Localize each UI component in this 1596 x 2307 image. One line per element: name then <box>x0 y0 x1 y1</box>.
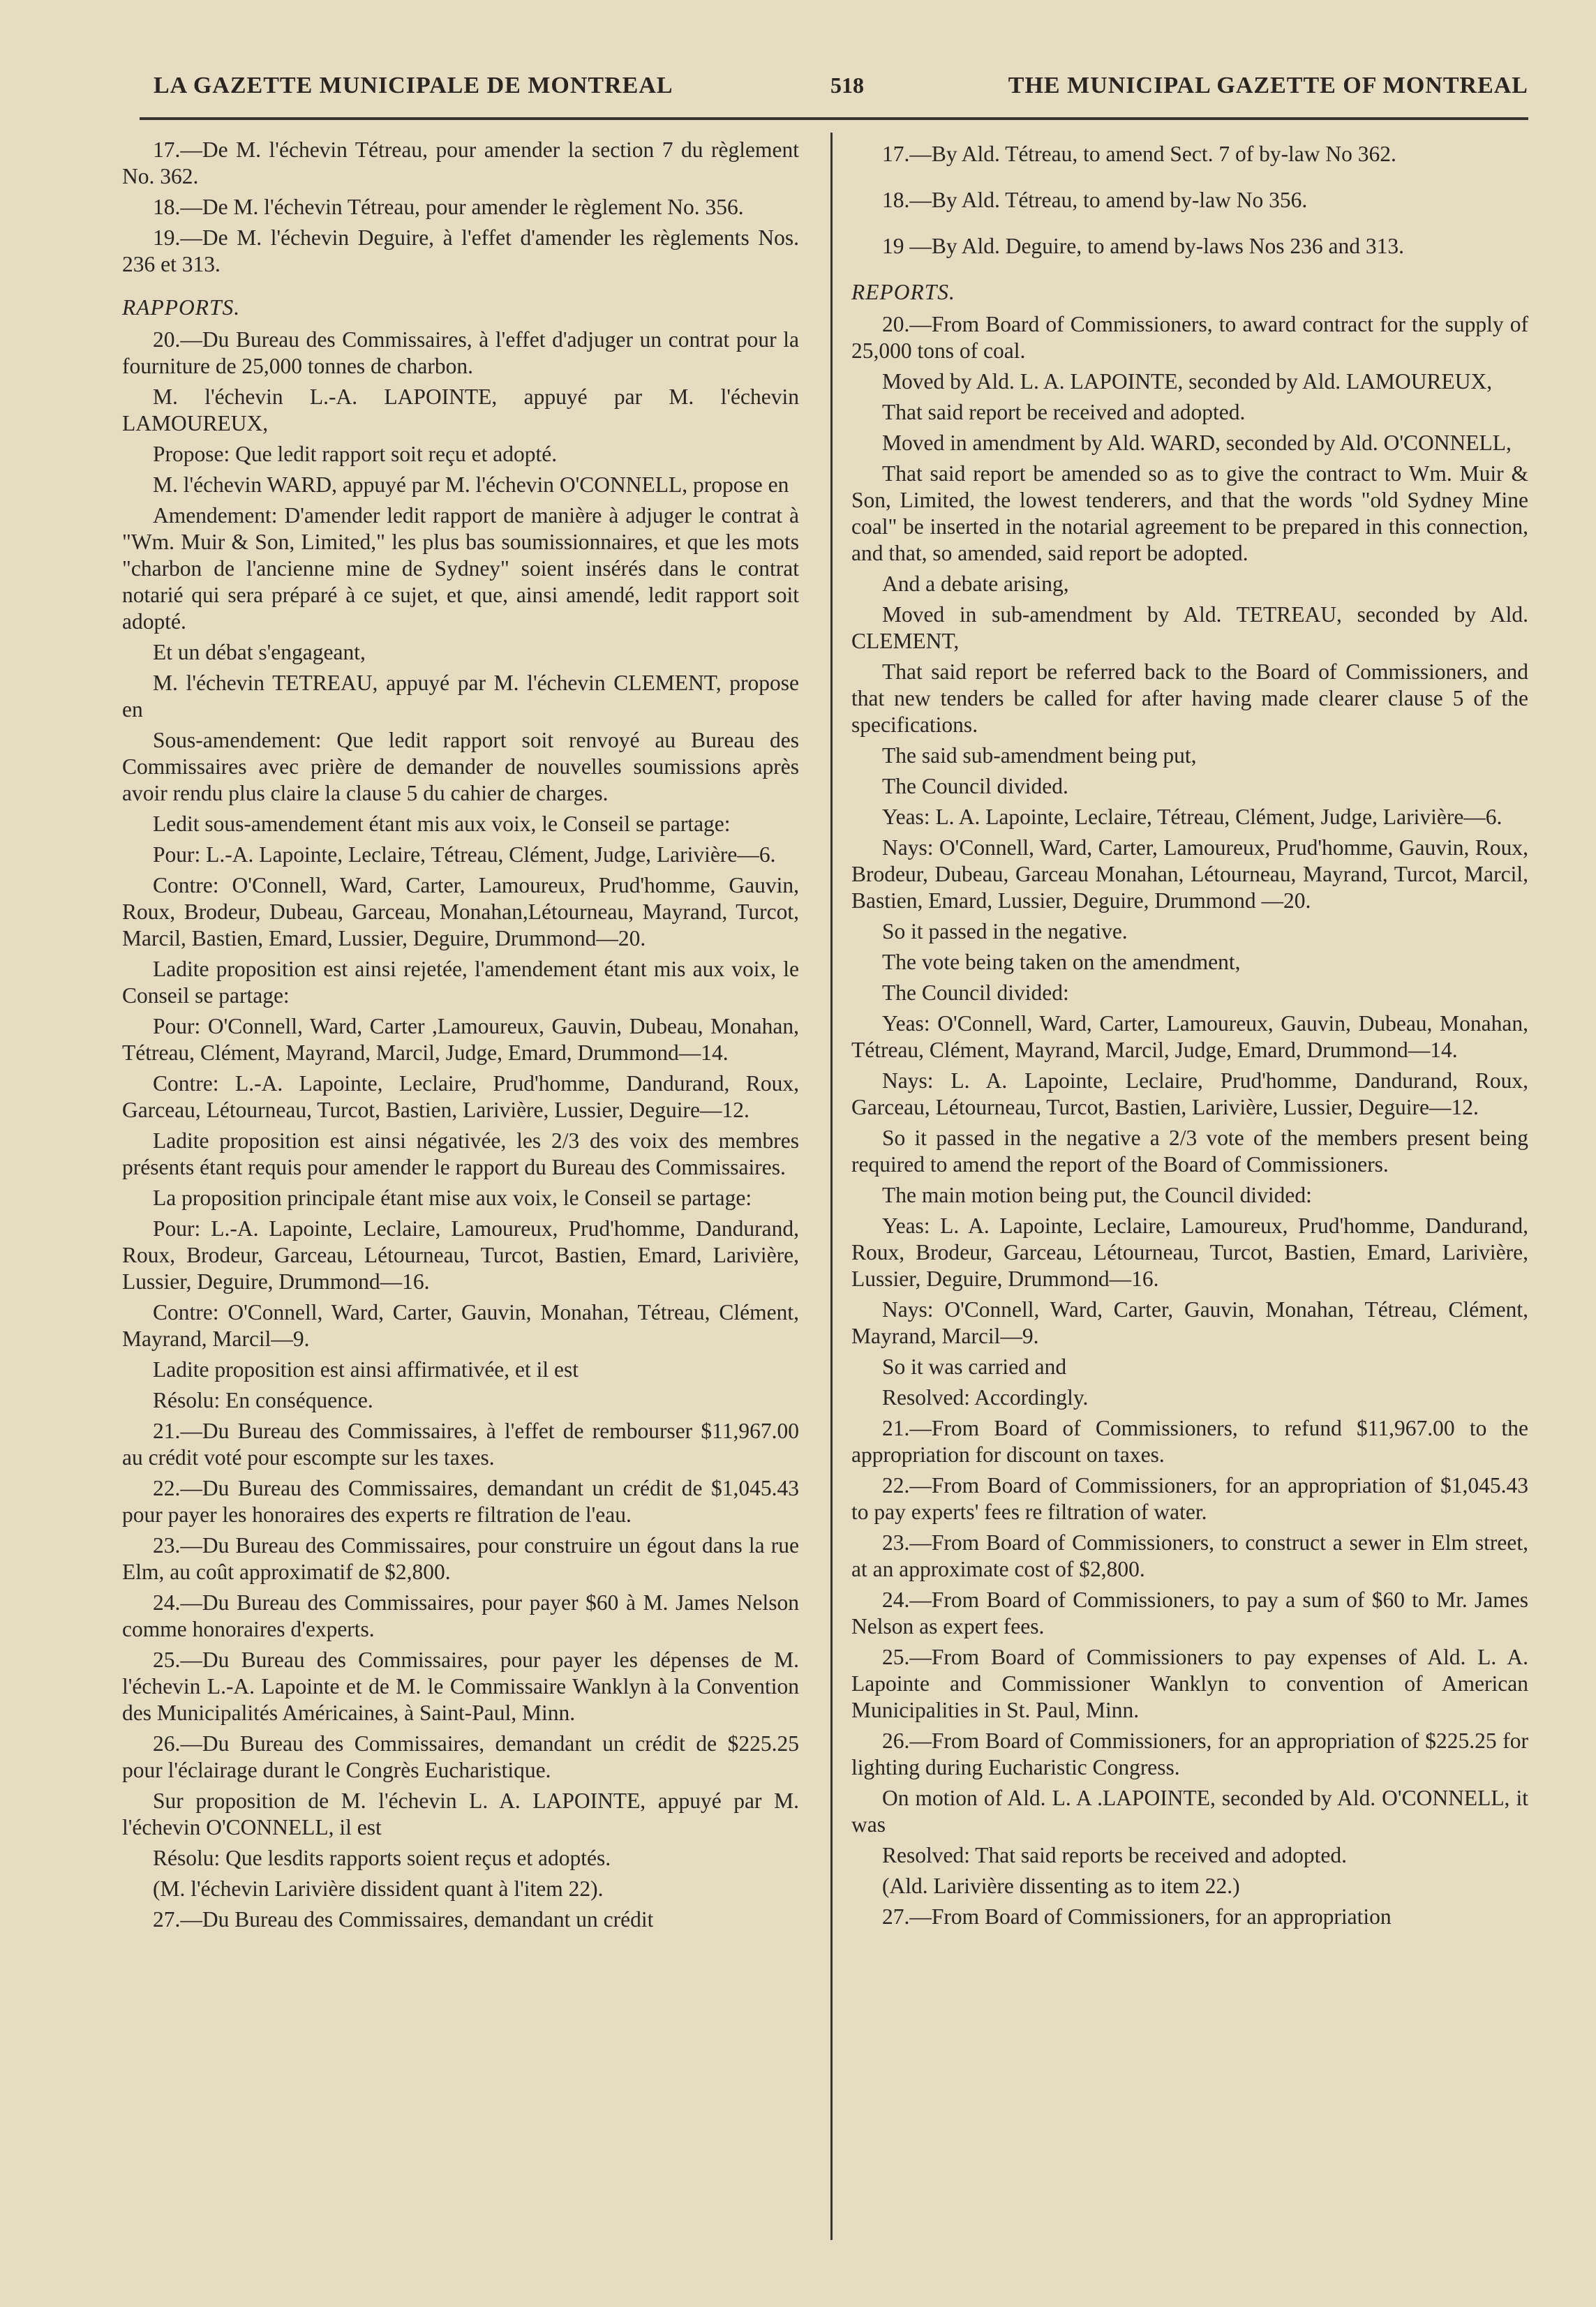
paragraph: Sur proposition de M. l'échevin L. A. LAPOINTE, appuyé par M. l'échevin O'CONNELL, il est <box>122 1789 799 1839</box>
paragraph: That said report be received and adopted. <box>882 400 1246 424</box>
paragraph: Pour: L.-A. Lapointe, Leclaire, Tétreau, Clément, Judge, Larivière—6. <box>153 842 776 867</box>
paragraph: Nays: L. A. Lapointe, Leclaire, Prud'homme, Dandurand, Roux, Garceau, Létourneau, Turcot, Bastien, Larivière, Lussier, Deguire—12. <box>851 1068 1528 1119</box>
paragraph: That said report be amended so as to give the contract to Wm. Muir & Son, Limited, the lowest tenderers, and that the words "old Sydney Mine coal" be inserted in the notarial agreement to be prepared in this connection, and that, so amended, said report be adopted. <box>851 461 1528 565</box>
paragraph: Contre: L.-A. Lapointe, Leclaire, Prud'homme, Dandurand, Roux, Garceau, Létourneau, Turcot, Bastien, Larivière, Lussier, Deguire—12. <box>122 1071 799 1122</box>
paragraph: 17.—By Ald. Tétreau, to amend Sect. 7 of by-law No 362. <box>882 142 1396 166</box>
paragraph: Moved in sub-amendment by Ald. TETREAU, seconded by Ald. CLEMENT, <box>851 602 1528 653</box>
paragraph: And a debate arising, <box>882 572 1069 596</box>
paragraph: That said report be referred back to the Board of Commissioners, and that new tenders be called for after having made clearer clause 5 of the specifications. <box>851 659 1528 737</box>
paragraph: 23.—From Board of Commissioners, to construct a sewer in Elm street, at an approximate cost of $2,800. <box>851 1530 1528 1581</box>
paragraph: M. l'échevin L.-A. LAPOINTE, appuyé par M. l'échevin LAMOUREUX, <box>122 384 799 435</box>
paragraph: 26.—From Board of Commissioners, for an appropriation of $225.25 for lighting during Eucharistic Congress. <box>851 1729 1528 1779</box>
paragraph: 24.—Du Bureau des Commissaires, pour payer $60 à M. James Nelson comme honoraires d'experts. <box>122 1590 799 1641</box>
paragraph: 21.—From Board of Commissioners, to refund $11,967.00 to the appropriation for discount on taxes. <box>851 1416 1528 1467</box>
paragraph: 22.—From Board of Commissioners, for an appropriation of $1,045.43 to pay experts' fees re filtration of water. <box>851 1473 1528 1524</box>
english-column <box>851 141 1528 1934</box>
page-header <box>140 68 1528 120</box>
paragraph: Résolu: Que lesdits rapports soient reçus et adoptés. <box>153 1846 611 1870</box>
section-heading: RAPPORTS. <box>122 295 241 320</box>
paragraph: 18.—De M. l'échevin Tétreau, pour amender le règlement No. 356. <box>153 195 744 219</box>
paragraph: Ladite proposition est ainsi rejetée, l'amendement étant mis aux voix, le Conseil se partage: <box>122 957 799 1008</box>
paragraph: (Ald. Larivière dissenting as to item 22.) <box>882 1874 1240 1898</box>
paragraph: So it was carried and <box>882 1354 1067 1379</box>
paragraph: 17.—De M. l'échevin Tétreau, pour amender la section 7 du règlement No. 362. <box>122 137 799 188</box>
paragraph: Pour: L.-A. Lapointe, Leclaire, Lamoureux, Prud'homme, Dandurand, Roux, Brodeur, Garceau, Létourneau, Turcot, Bastien, Emard, Larivière, Lussier, Deguire, Drummond—16. <box>122 1216 799 1294</box>
paragraph: 20.—Du Bureau des Commissaires, à l'effet d'adjuger un contrat pour la fourniture de 25,000 tonnes de charbon. <box>122 327 799 378</box>
paragraph: 25.—From Board of Commissioners to pay expenses of Ald. L. A. Lapointe and Commissioner Wanklyn to convention of American Municipalities in St. Paul, Minn. <box>851 1645 1528 1722</box>
paragraph: The Council divided. <box>882 774 1068 798</box>
paragraph: Contre: O'Connell, Ward, Carter, Gauvin, Monahan, Tétreau, Clément, Mayrand, Marcil—9. <box>122 1300 799 1351</box>
paragraph: Moved in amendment by Ald. WARD, seconded by Ald. O'CONNELL, <box>882 431 1512 455</box>
column-divider <box>830 133 833 2240</box>
paragraph: 19.—De M. l'échevin Deguire, à l'effet d'amender les règlements Nos. 236 et 313. <box>122 225 799 276</box>
paragraph: 20.—From Board of Commissioners, to award contract for the supply of 25,000 tons of coal. <box>851 312 1528 363</box>
paragraph: M. l'échevin TETREAU, appuyé par M. l'échevin CLEMENT, propose en <box>122 671 799 722</box>
paragraph: 27.—Du Bureau des Commissaires, demandant un crédit <box>153 1907 654 1932</box>
paragraph: Amendement: D'amender ledit rapport de manière à adjuger le contrat à "Wm. Muir & Son, Limited," les plus bas soumissionnaires, et que les mots "charbon de l'ancienne mine de Sydney" soient insérés dans le contrat notarié qui sera préparé à ce sujet, et que, ainsi amendé, ledit rapport soit adopté. <box>122 503 799 634</box>
paragraph: The vote being taken on the amendment, <box>882 950 1241 974</box>
paragraph: 19 —By Ald. Deguire, to amend by-laws Nos 236 and 313. <box>882 234 1405 258</box>
paragraph: Yeas: O'Connell, Ward, Carter, Lamoureux, Gauvin, Dubeau, Monahan, Tétreau, Clément, Mayrand, Marcil, Judge, Emard, Drummond—14. <box>851 1011 1528 1062</box>
paragraph: So it passed in the negative. <box>882 919 1128 943</box>
paragraph: Et un débat s'engageant, <box>153 640 366 664</box>
paragraph: Yeas: L. A. Lapointe, Leclaire, Tétreau, Clément, Judge, Larivière—6. <box>882 805 1502 829</box>
paragraph: 25.—Du Bureau des Commissaires, pour payer les dépenses de M. l'échevin L.-A. Lapointe et de M. le Commissaire Wanklyn à la Convention des Municipalités Américaines, à Saint-Paul, Minn. <box>122 1648 799 1725</box>
paragraph: 27.—From Board of Commissioners, for an appropriation <box>882 1904 1392 1929</box>
paragraph: 23.—Du Bureau des Commissaires, pour construire un égout dans la rue Elm, au coût approximatif de $2,800. <box>122 1533 799 1584</box>
page-number: 518 <box>830 73 864 98</box>
paragraph: 22.—Du Bureau des Commissaires, demandant un crédit de $1,045.43 pour payer les honoraires des experts re filtration de l'eau. <box>122 1476 799 1527</box>
paragraph: Resolved: Accordingly. <box>882 1385 1089 1410</box>
paragraph: Nays: O'Connell, Ward, Carter, Gauvin, Monahan, Tétreau, Clément, Mayrand, Marcil—9. <box>851 1297 1528 1348</box>
paragraph: Ladite proposition est ainsi affirmativée, et il est <box>153 1357 579 1382</box>
paragraph: The said sub-amendment being put, <box>882 743 1197 768</box>
paragraph: (M. l'échevin Larivière dissident quant à l'item 22). <box>153 1876 604 1901</box>
paragraph: 18.—By Ald. Tétreau, to amend by-law No 356. <box>882 188 1308 212</box>
paragraph: 24.—From Board of Commissioners, to pay a sum of $60 to Mr. James Nelson as expert fees. <box>851 1588 1528 1638</box>
header-french-title: LA GAZETTE MUNICIPALE DE MONTREAL <box>154 73 673 98</box>
paragraph: The main motion being put, the Council divided: <box>882 1183 1312 1207</box>
paragraph: Pour: O'Connell, Ward, Carter ,Lamoureux, Gauvin, Dubeau, Monahan, Tétreau, Clément, Mayrand, Marcil, Judge, Emard, Drummond—14. <box>122 1014 799 1065</box>
french-column <box>122 137 799 1937</box>
paragraph: Sous-amendement: Que ledit rapport soit renvoyé au Bureau des Commissaires avec prière de demander de nouvelles soumissions après avoir rendu plus claire la clause 5 du cahier de charges. <box>122 728 799 805</box>
section-heading: REPORTS. <box>851 280 955 304</box>
paragraph: Yeas: L. A. Lapointe, Leclaire, Lamoureux, Prud'homme, Dandurand, Roux, Brodeur, Garceau, Létourneau, Turcot, Bastien, Emard, Larivière, Lussier, Deguire, Drummond—16. <box>851 1214 1528 1291</box>
paragraph: 21.—Du Bureau des Commissaires, à l'effet de rembourser $11,967.00 au crédit voté pour escompte sur les taxes. <box>122 1419 799 1470</box>
paragraph: Contre: O'Connell, Ward, Carter, Lamoureux, Prud'homme, Gauvin, Roux, Brodeur, Dubeau, Garceau, Monahan,Létourneau, Mayrand, Turcot, Marcil, Bastien, Emard, Lussier, Deguire, Drummond—20. <box>122 873 799 950</box>
paragraph: M. l'échevin WARD, appuyé par M. l'échevin O'CONNELL, propose en <box>153 472 789 497</box>
paragraph: Résolu: En conséquence. <box>153 1388 373 1412</box>
paragraph: Resolved: That said reports be received and adopted. <box>882 1843 1347 1867</box>
paragraph: Nays: O'Connell, Ward, Carter, Lamoureux, Prud'homme, Gauvin, Roux, Brodeur, Dubeau, Garceau Monahan, Létourneau, Mayrand, Turcot, Marcil, Bastien, Emard, Lussier, Deguire, Drummond —20. <box>851 835 1528 913</box>
paragraph: Moved by Ald. L. A. LAPOINTE, seconded by Ald. LAMOUREUX, <box>882 369 1493 394</box>
paragraph: Ledit sous-amendement étant mis aux voix, le Conseil se partage: <box>153 812 731 836</box>
paragraph: The Council divided: <box>882 980 1069 1005</box>
paragraph: On motion of Ald. L. A .LAPOINTE, seconded by Ald. O'CONNELL, it was <box>851 1786 1528 1837</box>
paragraph: La proposition principale étant mise aux voix, le Conseil se partage: <box>153 1186 752 1210</box>
paragraph: 26.—Du Bureau des Commissaires, demandant un crédit de $225.25 pour l'éclairage durant le Congrès Eucharistique. <box>122 1731 799 1782</box>
paragraph: Ladite proposition est ainsi négativée, les 2/3 des voix des membres présents étant requis pour amender le rapport du Bureau des Commissaires. <box>122 1128 799 1179</box>
paragraph: So it passed in the negative a 2/3 vote of the members present being required to amend the report of the Board of Commissioners. <box>851 1126 1528 1177</box>
header-english-title: THE MUNICIPAL GAZETTE OF MONTREAL <box>1008 73 1528 98</box>
paragraph: Propose: Que ledit rapport soit reçu et adopté. <box>153 442 558 466</box>
